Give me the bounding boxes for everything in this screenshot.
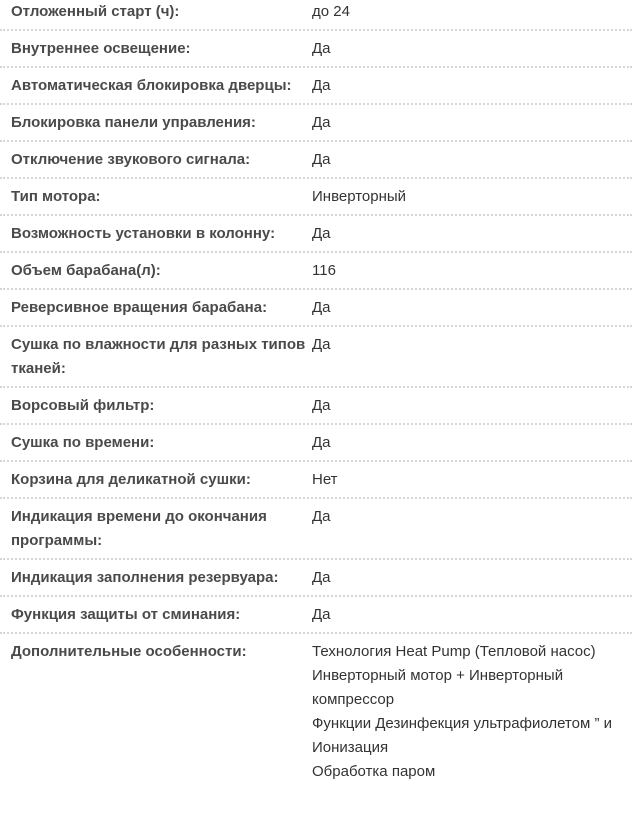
- spec-row-tank-indicator: [0, 560, 632, 597]
- spec-label: Отложенный старт (ч):: [11, 3, 180, 20]
- spec-label: Тип мотора:: [11, 188, 101, 205]
- spec-row-stackable: [0, 216, 632, 253]
- spec-value: Да: [312, 336, 331, 353]
- spec-value: Да: [312, 151, 331, 168]
- spec-value: Да: [312, 569, 331, 586]
- spec-row-extra-features: [0, 634, 632, 789]
- spec-row-motor-type: [0, 179, 632, 216]
- spec-value: до 24: [312, 3, 350, 20]
- spec-row-humidity-drying: [0, 327, 632, 388]
- spec-label: Функция защиты от сминания:: [11, 606, 241, 623]
- spec-value: Да: [312, 299, 331, 316]
- spec-label: Дополнительные особенности:: [11, 643, 247, 660]
- spec-row-time-remaining: [0, 499, 632, 560]
- spec-value: Инверторный: [312, 188, 407, 205]
- spec-row-reverse-rotation: [0, 290, 632, 327]
- spec-row-delayed-start: [0, 0, 632, 31]
- spec-value: Да: [312, 434, 331, 451]
- spec-row-delicate-basket: [0, 462, 632, 499]
- spec-label: Индикация заполнения резервуара:: [11, 569, 279, 586]
- spec-label: Отключение звукового сигнала:: [11, 151, 251, 168]
- spec-label: Внутреннее освещение:: [11, 40, 191, 57]
- spec-label: Корзина для деликатной сушки:: [11, 471, 251, 488]
- spec-row-interior-light: [0, 31, 632, 68]
- spec-value: Да: [312, 508, 331, 525]
- spec-value: Да: [312, 77, 331, 94]
- spec-value: Да: [312, 606, 331, 623]
- spec-label: Объем барабана(л):: [11, 262, 161, 279]
- spec-value: Да: [312, 225, 331, 242]
- spec-value: Да: [312, 40, 331, 57]
- spec-label: Сушка по влажности для разных типов тканей:: [11, 336, 306, 377]
- spec-label: Сушка по времени:: [11, 434, 155, 451]
- spec-row-sound-off: [0, 142, 632, 179]
- feature-line: Инверторный мотор + Инверторный компрессор: [312, 667, 564, 708]
- spec-row-door-lock: [0, 68, 632, 105]
- spec-value: Нет: [312, 471, 338, 488]
- spec-row-drum-volume: [0, 253, 632, 290]
- feature-line: Функции Дезинфекция ультрафиолетом ” и Ионизация: [312, 715, 612, 756]
- spec-label: Возможность установки в колонну:: [11, 225, 276, 242]
- spec-row-time-drying: [0, 425, 632, 462]
- spec-row-lint-filter: [0, 388, 632, 425]
- spec-label: Ворсовый фильтр:: [11, 397, 155, 414]
- feature-line: Обработка паром: [312, 763, 436, 780]
- spec-row-panel-lock: [0, 105, 632, 142]
- spec-value: Да: [312, 397, 331, 414]
- feature-line: Технология Heat Pump (Тепловой насос): [312, 643, 596, 660]
- spec-label: Индикация времени до окончания программы:: [11, 508, 267, 549]
- spec-value-list: [312, 640, 632, 784]
- spec-value: Да: [312, 114, 331, 131]
- spec-row-anti-crease: [0, 597, 632, 634]
- spec-value: 116: [312, 262, 336, 279]
- spec-label: Автоматическая блокировка дверцы:: [11, 77, 292, 94]
- spec-label: Блокировка панели управления:: [11, 114, 256, 131]
- spec-label: Реверсивное вращения барабана:: [11, 299, 268, 316]
